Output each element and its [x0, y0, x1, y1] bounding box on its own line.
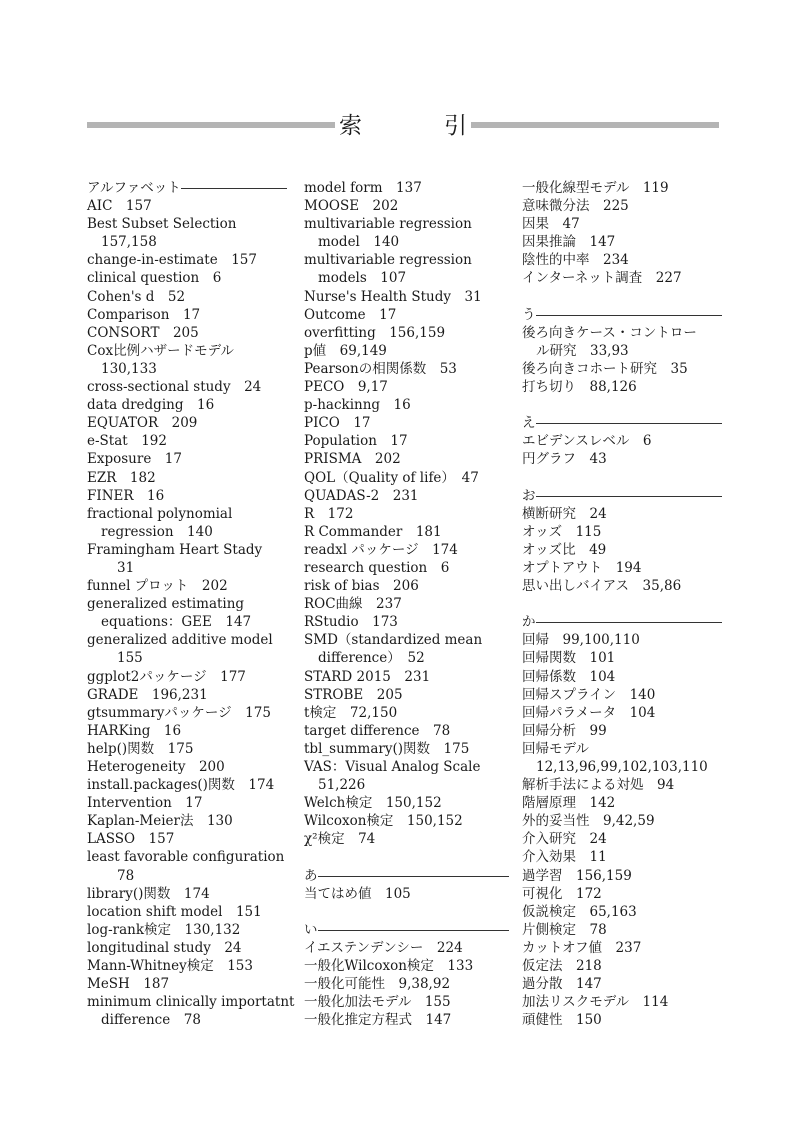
index-entry: difference 78 [101, 1012, 201, 1029]
index-entry: Cohen's d 52 [87, 288, 186, 305]
index-entry: 12,13,96,99,102,103,110 [536, 759, 708, 775]
index-entry: regression 140 [101, 523, 213, 540]
index-title-row [87, 113, 719, 139]
index-entry: Comparison 17 [87, 306, 201, 323]
index-entry: models 107 [318, 270, 407, 287]
section-heading-rule [536, 315, 722, 316]
index-entry: tbl_summary()関数 175 [304, 740, 470, 757]
section-spacer [304, 903, 509, 921]
index-entry: generalized additive model [87, 632, 273, 649]
index-entry: Welch検定 150,152 [304, 795, 442, 812]
index-entry: generalized estimating [87, 596, 245, 613]
index-entry: risk of bias 206 [304, 578, 419, 595]
section-spacer [522, 595, 722, 613]
index-entry: 31 [117, 559, 135, 576]
index-entry: STROBE 205 [304, 686, 403, 703]
index-entry: 過分散 147 [522, 976, 602, 993]
index-entry: Mann-Whitney検定 153 [87, 958, 253, 975]
index-entry: 回帰パラメータ 104 [522, 704, 656, 721]
index-entry: 一般化加法モデル 155 [304, 994, 451, 1011]
index-entry: STARD 2015 231 [304, 668, 431, 685]
index-entry: Outcome 17 [304, 306, 397, 323]
index-title [339, 113, 467, 139]
index-entry: least favorable configuration [87, 849, 285, 866]
index-entry: readxl パッケージ 174 [304, 541, 458, 558]
index-entry: ROC曲線 237 [304, 596, 402, 613]
index-entry: 打ち切り 88,126 [522, 379, 637, 396]
index-entry: 130,133 [101, 360, 157, 377]
index-entry: help()関数 175 [87, 740, 194, 757]
index-entry: 仮定法 218 [522, 958, 602, 975]
index-entry: 一般化線型モデル 119 [522, 180, 669, 196]
index-entry: 陰性的中率 234 [522, 252, 629, 269]
index-entry: log-rank検定 130,132 [87, 921, 241, 938]
index-entry: longitudinal study 24 [87, 939, 242, 956]
index-entry: p値 69,149 [304, 342, 387, 359]
index-entry: R 172 [304, 505, 354, 522]
index-entry: 155 [117, 650, 143, 667]
section-heading [522, 306, 722, 324]
section-spacer [522, 288, 722, 306]
index-entry: location shift model 151 [87, 903, 262, 920]
index-entry: 片側検定 78 [522, 921, 607, 938]
index-entry: Population 17 [304, 433, 408, 450]
index-entry: R Commander 181 [304, 523, 442, 540]
index-entry: QUADAS-2 231 [304, 487, 419, 504]
index-entry: Pearsonの相関係数 53 [304, 360, 457, 377]
index-entry: エビデンスレベル 6 [522, 433, 652, 450]
index-entry: オッズ比 49 [522, 541, 607, 558]
index-entry: SMD（standardized mean [304, 632, 483, 649]
index-entry: MeSH 187 [87, 976, 170, 993]
index-entry: 介入研究 24 [522, 831, 607, 848]
index-entry: install.packages()関数 174 [87, 777, 275, 794]
index-entry: 当てはめ値 105 [304, 885, 411, 902]
index-entry: 階層原理 142 [522, 795, 616, 812]
index-column-1 [87, 179, 295, 1029]
index-entry: FINER 16 [87, 487, 165, 504]
index-entry: fractional polynomial [87, 505, 233, 522]
section-heading-label: あ [304, 867, 318, 884]
index-entry: 後ろ向きケース・コントロー [522, 324, 697, 341]
index-entry: PECO 9,17 [304, 379, 388, 396]
index-entry: Intervention 17 [87, 795, 203, 812]
section-heading-label: アルファベット [87, 180, 181, 196]
index-entry: research question 6 [304, 559, 450, 576]
title-rule-right [471, 122, 719, 128]
index-entry: model form 137 [304, 180, 422, 196]
section-heading-rule [536, 622, 722, 623]
index-entry: 後ろ向きコホート研究 35 [522, 360, 688, 377]
index-entry: data dredging 16 [87, 397, 215, 414]
title-rule-left [87, 122, 335, 128]
index-entry: ggplot2パッケージ 177 [87, 668, 246, 685]
index-entry: EQUATOR 209 [87, 415, 198, 432]
section-heading-rule [318, 930, 509, 931]
index-entry: Nurse's Health Study 31 [304, 288, 482, 305]
section-heading-label: え [522, 415, 536, 432]
index-entry: 横断研究 24 [522, 505, 607, 522]
index-entry: 加法リスクモデル 114 [522, 994, 669, 1011]
index-entry: 仮説検定 65,163 [522, 903, 637, 920]
section-spacer [304, 848, 509, 866]
section-heading [522, 414, 722, 432]
index-entry: model 140 [318, 234, 400, 251]
index-entry: difference） 52 [318, 650, 425, 667]
index-entry: インターネット調査 227 [522, 270, 682, 287]
index-column-2 [304, 179, 509, 1029]
index-entry: QOL（Quality of life） 47 [304, 469, 479, 486]
index-entry: gtsummaryパッケージ 175 [87, 704, 271, 721]
index-entry: 回帰関数 101 [522, 650, 616, 667]
index-entry: HARKing 16 [87, 722, 182, 739]
index-entry: カットオフ値 237 [522, 939, 642, 956]
index-entry: 一般化推定方程式 147 [304, 1012, 452, 1029]
index-entry: 介入効果 11 [522, 849, 607, 866]
index-entry: target difference 78 [304, 722, 451, 739]
section-heading-rule [536, 496, 722, 497]
index-entry: 過学習 156,159 [522, 867, 632, 884]
section-heading [304, 921, 509, 939]
index-entry: 意味微分法 225 [522, 198, 629, 215]
index-entry: ル研究 33,93 [536, 342, 629, 359]
index-entry: change-in-estimate 157 [87, 252, 257, 269]
index-entry: overfitting 156,159 [304, 324, 446, 341]
index-column-3 [522, 179, 722, 1029]
section-heading [522, 487, 722, 505]
index-entry: RStudio 173 [304, 614, 398, 631]
index-entry: Framingham Heart Stady [87, 541, 263, 558]
index-entry: オッズ 115 [522, 523, 602, 540]
index-entry: Wilcoxon検定 150,152 [304, 813, 463, 830]
section-heading [87, 179, 287, 197]
index-entry: 157,158 [101, 234, 157, 251]
index-entry: t検定 72,150 [304, 704, 398, 721]
index-title-char: 索 [339, 113, 362, 139]
index-entry: e-Stat 192 [87, 433, 167, 450]
index-entry: PICO 17 [304, 415, 371, 432]
index-entry: 一般化可能性 9,38,92 [304, 976, 451, 993]
index-entry: 回帰係数 104 [522, 668, 616, 685]
index-entry: 可視化 172 [522, 885, 602, 902]
index-entry: 回帰分析 99 [522, 722, 607, 739]
index-entry: Best Subset Selection [87, 216, 237, 233]
section-heading-rule [181, 188, 287, 189]
index-entry: clinical question 6 [87, 270, 222, 287]
index-entry: イエステンデンシー 224 [304, 939, 463, 956]
index-entry: 51,226 [318, 777, 366, 794]
index-entry: EZR 182 [87, 469, 156, 486]
section-heading-label: い [304, 921, 318, 938]
index-entry: 円グラフ 43 [522, 451, 607, 468]
index-entry: Heterogeneity 200 [87, 759, 225, 775]
index-entry: GRADE 196,231 [87, 686, 208, 703]
section-heading-rule [318, 876, 509, 877]
index-entry: MOOSE 202 [304, 198, 399, 215]
index-entry: 解析手法による対処 94 [522, 777, 675, 794]
section-heading [522, 613, 722, 631]
index-entry: AIC 157 [87, 198, 152, 215]
index-entry: p-hackinng 16 [304, 397, 411, 414]
index-entry: 頑健性 150 [522, 1012, 602, 1029]
index-entry: 因果 47 [522, 216, 580, 233]
index-entry: 回帰 99,100,110 [522, 632, 640, 649]
index-entry: 外的妥当性 9,42,59 [522, 813, 655, 830]
index-entry: library()関数 174 [87, 885, 210, 902]
index-entry: オプトアウト 194 [522, 559, 642, 576]
index-title-char: 引 [444, 113, 467, 139]
section-heading [304, 867, 509, 885]
index-entry: Cox比例ハザードモデル [87, 342, 234, 359]
index-entry: 回帰モデル [522, 740, 589, 757]
section-spacer [522, 469, 722, 487]
index-entry: 思い出しバイアス 35,86 [522, 578, 682, 595]
index-entry: χ²検定 74 [304, 831, 376, 848]
section-heading-rule [536, 423, 722, 424]
index-entry: 78 [117, 867, 135, 884]
index-entry: multivariable regression [304, 252, 472, 269]
section-heading-label: か [522, 614, 536, 631]
index-entry: LASSO 157 [87, 831, 175, 848]
index-entry: 一般化Wilcoxon検定 133 [304, 958, 474, 975]
section-spacer [522, 396, 722, 414]
index-entry: funnel プロット 202 [87, 578, 228, 595]
index-entry: Exposure 17 [87, 451, 182, 468]
section-heading-label: う [522, 306, 536, 323]
index-entry: VAS：Visual Analog Scale [304, 759, 481, 775]
index-entry: multivariable regression [304, 216, 472, 233]
index-entry: equations：GEE 147 [101, 614, 252, 631]
index-entry: CONSORT 205 [87, 324, 199, 341]
index-entry: 因果推論 147 [522, 234, 616, 251]
section-heading-label: お [522, 487, 536, 504]
index-entry: Kaplan-Meier法 130 [87, 813, 233, 830]
index-entry: cross-sectional study 24 [87, 379, 262, 396]
index-entry: minimum clinically importatnt [87, 994, 295, 1011]
index-entry: 回帰スプライン 140 [522, 686, 656, 703]
index-entry: PRISMA 202 [304, 451, 401, 468]
